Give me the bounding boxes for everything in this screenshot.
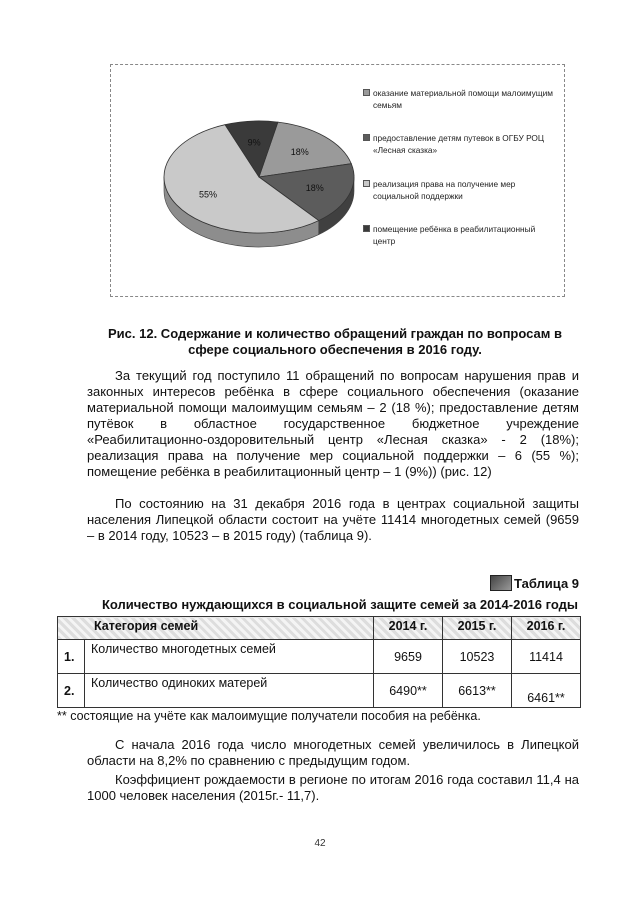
value-2014: 6490**: [374, 674, 443, 708]
value-2016: 6461**: [512, 674, 581, 708]
table-row: [58, 674, 581, 708]
row-category: Количество многодетных семей: [85, 640, 374, 674]
pie-data-label: 9%: [247, 137, 261, 148]
data-table: [57, 616, 581, 708]
table-label: [490, 575, 579, 591]
legend-swatch: [363, 180, 370, 187]
legend-swatch: [363, 225, 370, 232]
paragraph-text: По состоянию на 31 декабря 2016 года в центрах социальной защиты населения Липецкой области состоит на учёте 11414 многодетных семей (9659 – в 2014 году, 10523 – в 2015 году) (таблица 9).: [87, 496, 579, 543]
chart-frame: [110, 64, 565, 297]
legend-label: помещение ребёнка в реабилитационный центр: [373, 224, 536, 246]
header-2016: 2016 г.: [512, 617, 581, 640]
legend-item: [363, 178, 558, 202]
table-header-row: [58, 617, 581, 640]
legend-item: [363, 132, 558, 156]
chart-legend: [363, 87, 558, 268]
legend-item: [363, 223, 558, 247]
table-footnote: ** состоящие на учёте как малоимущие получатели пособия на ребёнка.: [57, 709, 481, 723]
pie-data-label: 55%: [198, 189, 217, 200]
paragraph-text: С начала 2016 года число многодетных семей увеличилось в Липецкой области на 8,2% по сравнению с предыдущим годом.: [87, 737, 579, 768]
header-2014: 2014 г.: [374, 617, 443, 640]
legend-label: оказание материальной помощи малоимущим семьям: [373, 88, 553, 110]
page-number: 42: [314, 838, 326, 849]
legend-label: реализация права на получение мер социальной поддержки: [373, 179, 516, 201]
figure-caption: [100, 326, 570, 358]
paragraph: [87, 772, 579, 804]
paragraph: [87, 737, 579, 769]
paragraph: [87, 368, 579, 480]
table-image-icon: [490, 575, 512, 591]
table-label-text: Таблица 9: [514, 575, 580, 591]
value-2015: 10523: [443, 640, 512, 674]
row-number: 2.: [58, 674, 85, 708]
caption-line-1: Рис. 12. Содержание и количество обращений граждан по вопросам в: [108, 326, 562, 341]
row-category: Количество одиноких матерей: [85, 674, 374, 708]
legend-item: [363, 87, 558, 111]
row-number: 1.: [58, 640, 85, 674]
value-2015: 6613**: [443, 674, 512, 708]
table-row: [58, 640, 581, 674]
pie-data-label: 18%: [305, 183, 324, 194]
legend-swatch: [363, 134, 370, 141]
paragraph: [87, 496, 579, 544]
caption-line-2: сфере социального обеспечения в 2016 году.: [188, 342, 482, 357]
header-category: Категория семей: [58, 617, 374, 640]
table-title: Количество нуждающихся в социальной защите семей за 2014-2016 годы: [101, 597, 578, 612]
legend-swatch: [363, 89, 370, 96]
pie-data-label: 18%: [290, 146, 309, 157]
paragraph-text: Коэффициент рождаемости в регионе по итогам 2016 года составил 11,4 на 1000 человек населения (2015г.- 11,7).: [87, 772, 579, 803]
value-2016: 11414: [512, 640, 581, 674]
value-2014: 9659: [374, 640, 443, 674]
header-2015: 2015 г.: [443, 617, 512, 640]
legend-label: предоставление детям путевок в ОГБУ РОЦ «Лесная сказка»: [373, 133, 545, 155]
paragraph-text: За текущий год поступило 11 обращений по вопросам нарушения прав и законных интересов ребёнка в сфере социального обеспечения (оказание материальной помощи малоимущим семьям – 2 (18 %); предоставление детям путёвок в областное государственное бюджетное учреждение «Реабилитационно-оздоровительный центр «Лесная сказка» - 2 (18%); реализация права на получение мер социальной поддержки – 6 (55 %); помещение ребёнка в реабилитационный центр – 1 (9%)) (рис. 12): [87, 368, 579, 479]
